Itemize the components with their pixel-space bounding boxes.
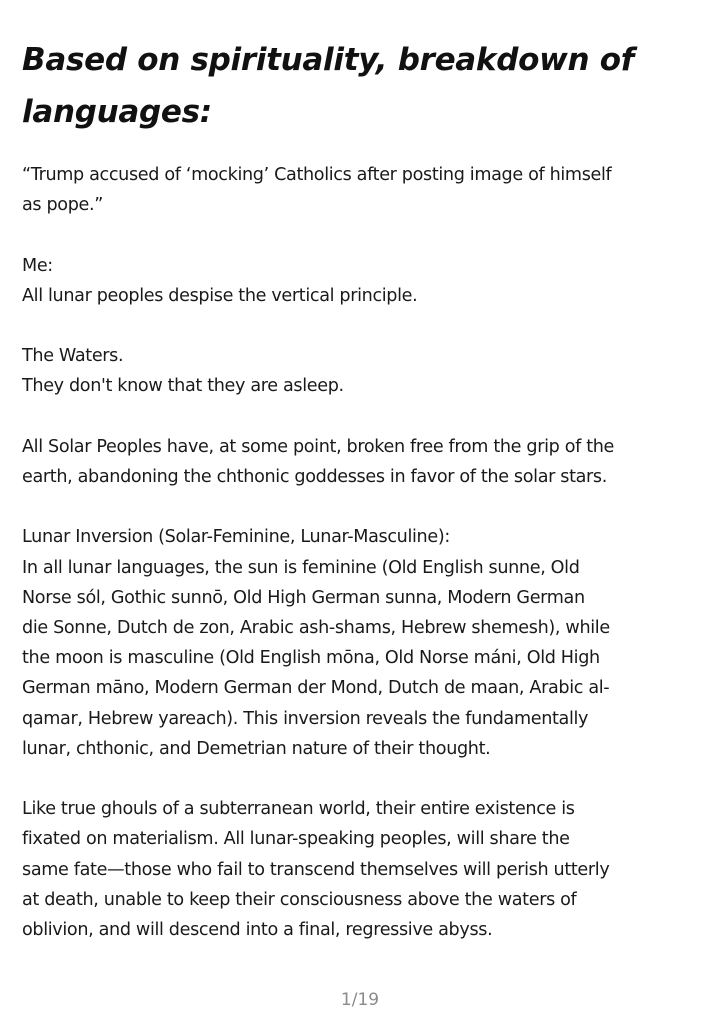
text-line: as pope.” — [22, 195, 104, 216]
paragraph-solar-peoples — [22, 432, 698, 492]
paragraph-waters — [22, 341, 698, 401]
text-line: earth, abandoning the chthonic goddesses in favor of the solar stars. — [22, 466, 607, 487]
text-line: “Trump accused of ‘mocking’ Catholics after posting image of himself — [22, 165, 612, 185]
post-title — [22, 34, 698, 138]
text-line: The Waters. — [22, 346, 124, 367]
paragraph-gap — [22, 311, 698, 341]
title-line: languages: — [22, 94, 212, 130]
page-indicator: 1/19 — [340, 990, 380, 1010]
text-line: Me: — [22, 255, 53, 276]
paragraph-quote — [22, 160, 698, 220]
text-line: oblivion, and will descend into a final, regressive abyss. — [22, 920, 493, 940]
text-line: Lunar Inversion (Solar-Feminine, Lunar-Masculine): — [22, 527, 450, 548]
paragraph-me — [22, 251, 698, 311]
text-line: German māno, Modern German der Mond, Dutch de maan, Arabic al- — [22, 678, 610, 699]
paragraph-gap — [22, 402, 698, 432]
text-line: at death, unable to keep their consciousness above the waters of — [22, 889, 577, 910]
paragraph-ghouls — [22, 794, 698, 945]
text-line: lunar, chthonic, and Demetrian nature of their thought. — [22, 738, 491, 759]
text-line: They don't know that they are asleep. — [22, 376, 344, 397]
paragraph-gap — [22, 492, 698, 522]
title-line: Based on spirituality, breakdown of — [22, 42, 634, 78]
text-line: the moon is masculine (Old English mōna, Old Norse máni, Old High — [22, 648, 600, 669]
text-line: Like true ghouls of a subterranean world, their entire existence is — [22, 799, 575, 820]
post-body — [22, 160, 698, 945]
text-line: Norse sól, Gothic sunnō, Old High German sunna, Modern German — [22, 587, 585, 608]
paragraph-lunar-inversion — [22, 522, 698, 764]
post-content — [22, 34, 698, 945]
text-line: same fate—those who fail to transcend themselves will perish utterly — [22, 859, 610, 880]
text-line: die Sonne, Dutch de zon, Arabic ash-shams, Hebrew shemesh), while — [22, 617, 610, 638]
paragraph-gap — [22, 220, 698, 250]
text-line: All Solar Peoples have, at some point, broken free from the grip of the — [22, 436, 615, 457]
text-line: All lunar peoples despise the vertical principle. — [22, 285, 418, 306]
text-line: qamar, Hebrew yareach). This inversion reveals the fundamentally — [22, 708, 589, 729]
text-line: fixated on materialism. All lunar-speaking peoples, will share the — [22, 829, 570, 850]
paragraph-gap — [22, 764, 698, 794]
text-line: In all lunar languages, the sun is feminine (Old English sunne, Old — [22, 557, 580, 578]
